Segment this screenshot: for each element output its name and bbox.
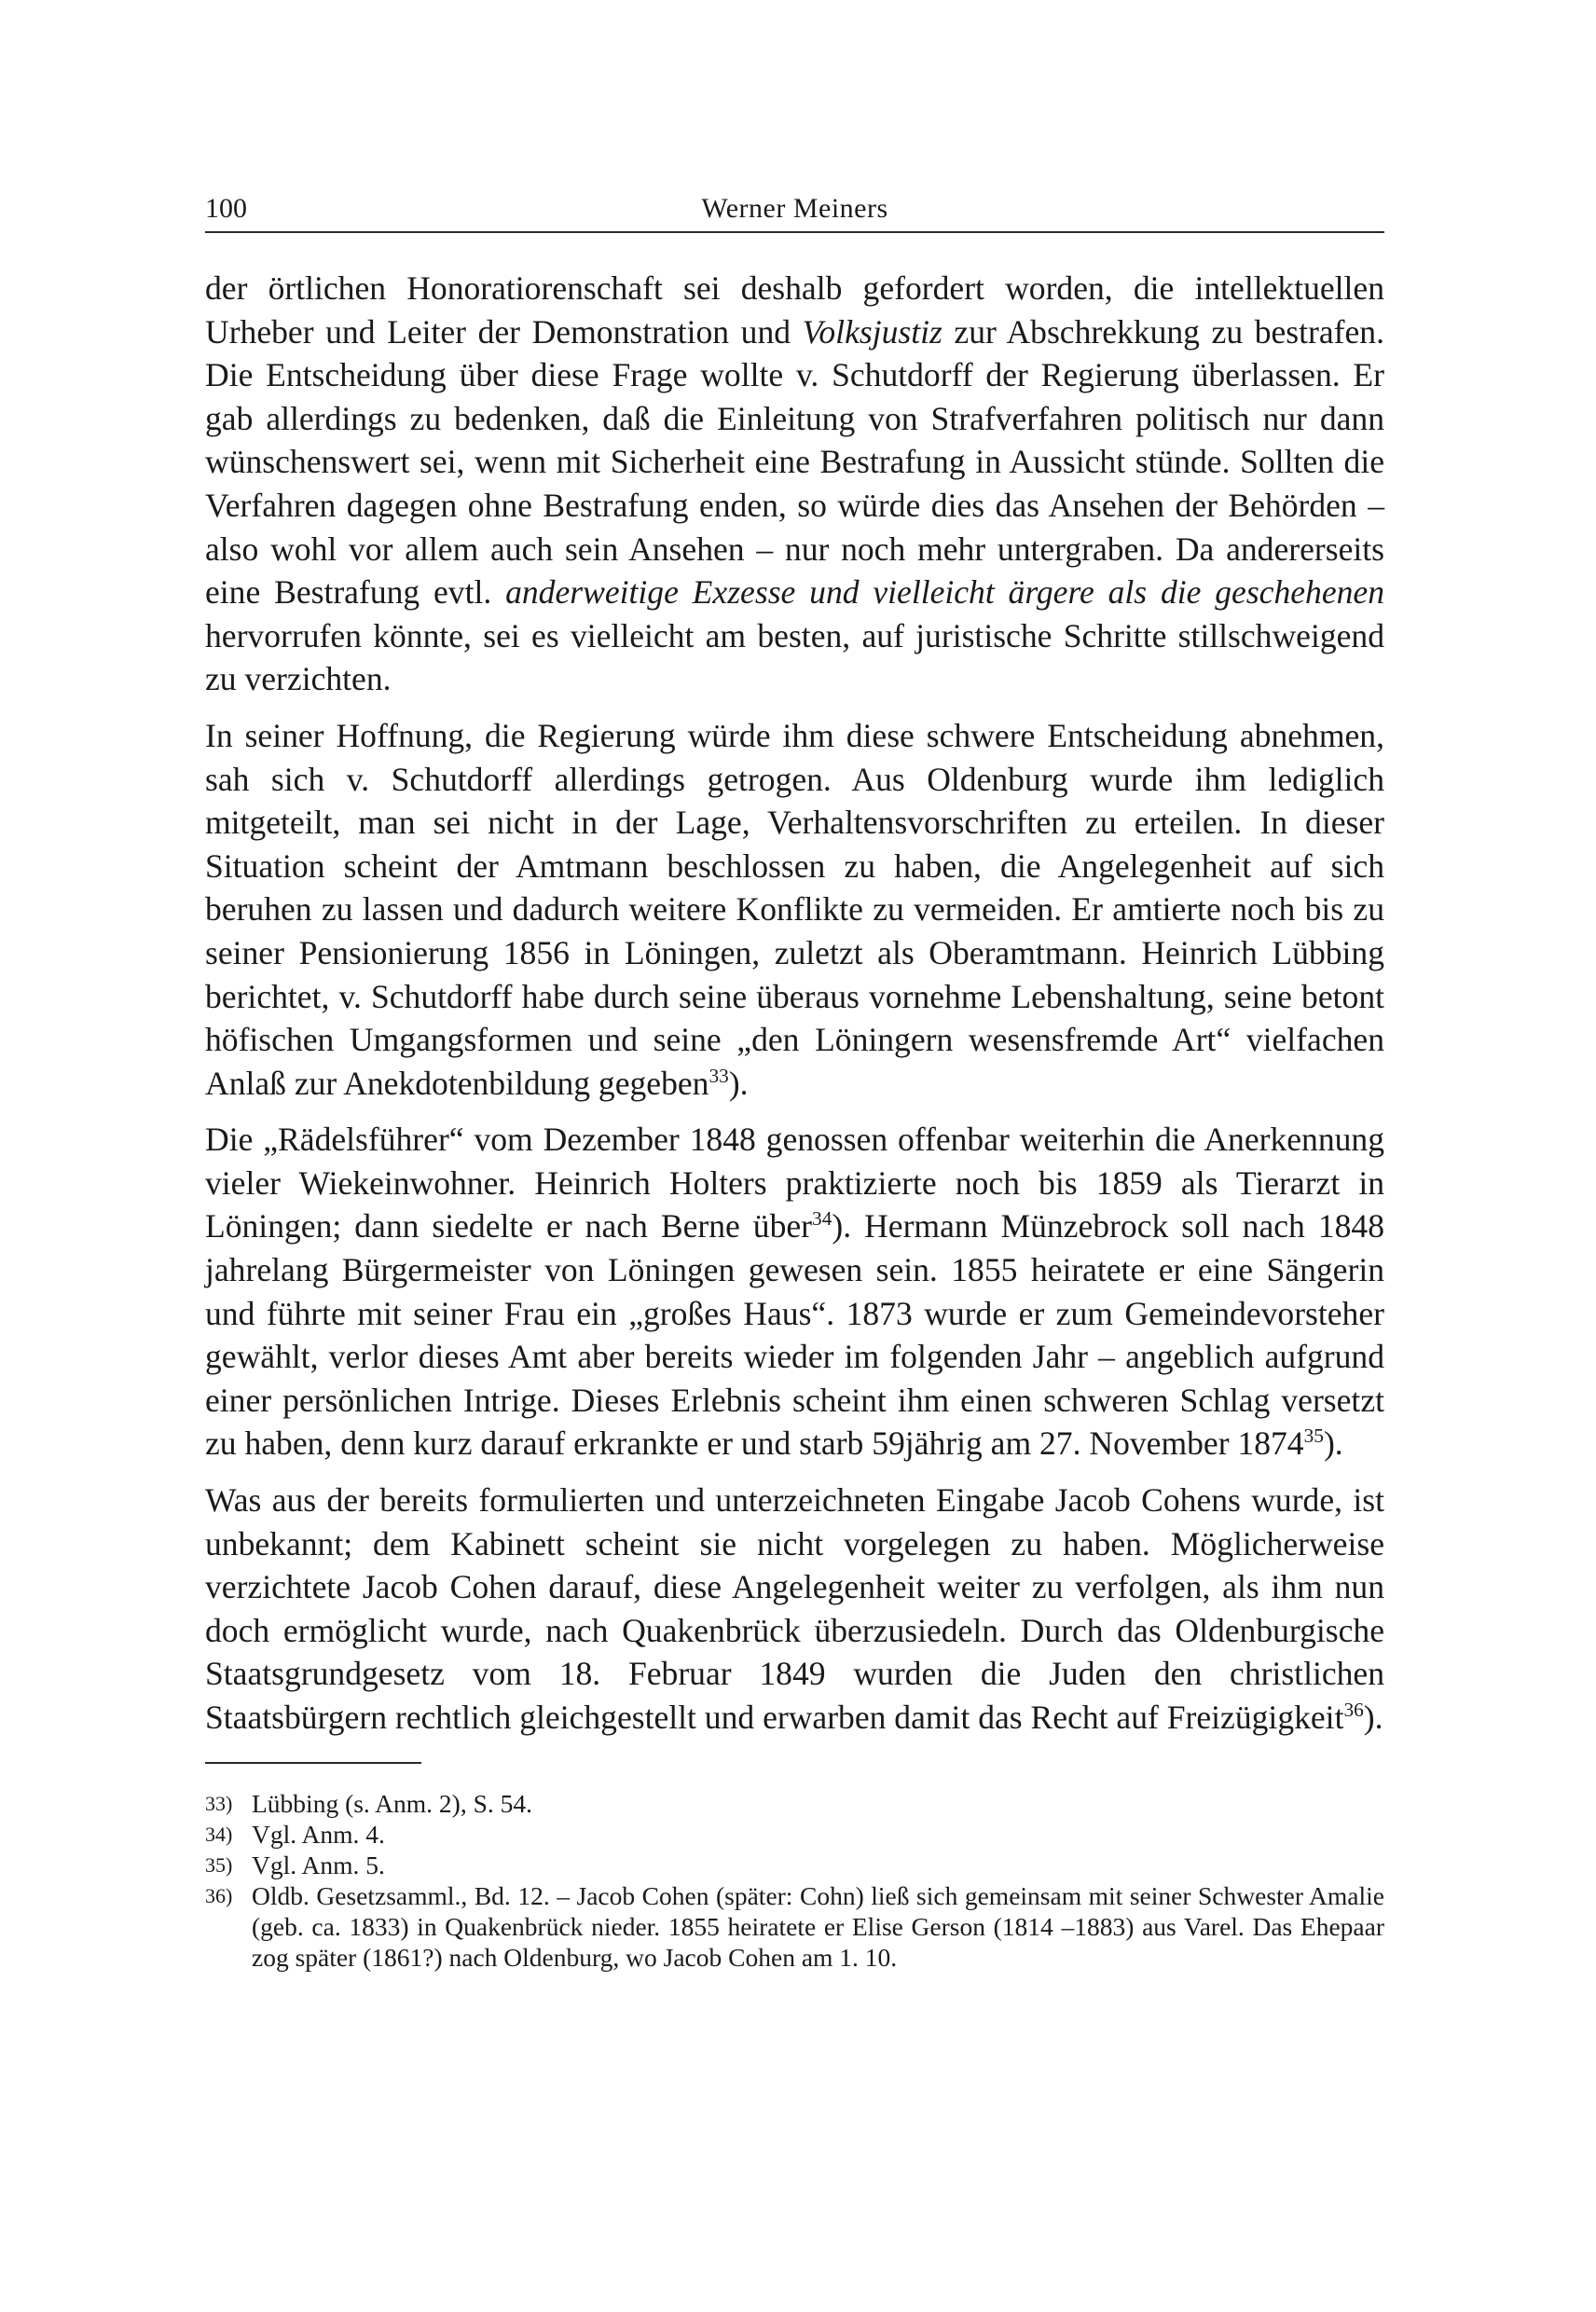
footnote-text: Oldb. Gesetzsamml., Bd. 12. – Jacob Cohen (später: Cohn) ließ sich gemeinsam mit seiner Schwester Amalie (geb. ca. 1833) in Quakenbrück nieder. 1855 heiratete er Elise Gerson (1814 –1883) aus Varel. Das Ehepaar zog später (1861?) nach Oldenburg, wo Jacob Cohen am 1. 10. bbox=[252, 1880, 1384, 1972]
body-paragraph bbox=[205, 714, 1384, 1105]
text-run: der örtlichen Honoratiorenschaft sei deshalb gefordert worden, die intellektuellen Urheber und Leiter der Demonstration und bbox=[205, 269, 1384, 351]
text-run: ). bbox=[1363, 1699, 1383, 1736]
document-page bbox=[205, 186, 1384, 1973]
text-run: ). bbox=[1323, 1424, 1343, 1463]
footnotes bbox=[205, 1788, 1384, 1973]
text-run: hervorrufen könnte, sei es vielleicht am besten, auf juristische Schritte stillschweigend zu verzichten. bbox=[205, 616, 1384, 698]
body-paragraph bbox=[205, 267, 1384, 701]
footnote bbox=[205, 1788, 1384, 1819]
running-header bbox=[205, 186, 1384, 233]
footnote-text: Vgl. Anm. 4. bbox=[252, 1819, 385, 1849]
body-paragraph bbox=[205, 1479, 1384, 1740]
footnote-text: Lübbing (s. Anm. 2), S. 54. bbox=[252, 1788, 532, 1818]
body-paragraph bbox=[205, 1118, 1384, 1466]
text-run: ). Hermann Münzebrock soll nach 1848 jahrelang Bürgermeister von Löningen gewesen sein. 1855 heiratete er eine Sängerin und führte mit seiner Frau ein „großes Haus“. 1873 wurde er zum Gemeindevorsteher gewählt, verlor dieses Amt aber bereits wieder im folgenden Jahr – angeblich aufgrund einer persönlichen Intrige. Dieses Erlebnis scheint ihm einen schweren Schlag versetzt zu haben, denn kurz darauf erkrankte er und starb 59jährig am 27. November 1874 bbox=[205, 1207, 1384, 1463]
text-run: Die „Rädelsführer“ vom Dezember 1848 genossen offenbar weiterhin die Anerkennung vieler Wiekeinwohner. Heinrich Holters praktizierte noch bis 1859 als Tierarzt in Löningen; dann siedelte er nach Berne über bbox=[205, 1121, 1384, 1245]
body-text bbox=[205, 267, 1384, 1740]
italic-text: Volksjustiz bbox=[802, 312, 942, 351]
footnote-reference: 36 bbox=[1343, 1699, 1364, 1722]
footnote bbox=[205, 1850, 1384, 1880]
footnote-separator bbox=[205, 1762, 421, 1764]
text-run: In seiner Hoffnung, die Regierung würde ihm diese schwere Entscheidung abnehmen, sah sich v. Schutdorff allerdings getrogen. Aus Oldenburg wurde ihm lediglich mitgeteilt, man sei nicht in der Lage, Verhaltensvorschriften zu erteilen. In dieser Situation scheint der Amtmann beschlossen zu haben, die Angelegenheit auf sich beruhen zu lassen und dadurch weitere Konflikte zu vermeiden. Er amtierte noch bis zu seiner Pensionierung 1856 in Löningen, zuletzt als Oberamtmann. Heinrich Lübbing berichtet, v. Schutdorff habe durch seine überaus vornehme Lebenshaltung, seine betont höfischen Umgangsformen und seine „den Löningern wesensfremde Art“ vielfachen Anlaß zur Anekdotenbildung gegeben bbox=[205, 716, 1384, 1102]
italic-text: anderweitige Exzesse und vielleicht ärgere als die geschehenen bbox=[505, 573, 1384, 612]
footnote bbox=[205, 1880, 1384, 1973]
footnote-mark: 36) bbox=[205, 1883, 233, 1907]
page-number: 100 bbox=[205, 193, 247, 224]
footnote-reference: 35 bbox=[1303, 1424, 1324, 1448]
footnote-mark: 34) bbox=[205, 1822, 233, 1846]
footnote-reference: 33 bbox=[709, 1064, 729, 1087]
text-run: ). bbox=[728, 1064, 749, 1102]
footnote-mark: 35) bbox=[205, 1852, 233, 1877]
text-run: Was aus der bereits formulierten und unterzeichneten Eingabe Jacob Cohens wurde, ist unbekannt; dem Kabinett scheint sie nicht vorgelegen zu haben. Möglicherweise verzichtete Jacob Cohen darauf, diese Angelegenheit weiter zu verfolgen, als ihm nun doch ermöglicht wurde, nach Quakenbrück überzusiedeln. Durch das Oldenburgische Staatsgrundgesetz vom 18. Februar 1849 wurden die Juden den christlichen Staatsbürgern rechtlich gleichgestellt und erwarben damit das Recht auf Freizügigkeit bbox=[205, 1481, 1384, 1736]
footnote-mark: 33) bbox=[205, 1791, 233, 1815]
footnote bbox=[205, 1819, 1384, 1850]
text-run: zur Abschrekkung zu bestrafen. Die Entscheidung über diese Frage wollte v. Schutdorff der Regierung überlassen. Er gab allerdings zu bedenken, daß die Einleitung von Strafverfahren politisch nur dann wünschenswert sei, wenn mit Sicherheit eine Bestrafung in Aussicht stünde. Sollten die Verfahren dagegen ohne Bestrafung enden, so würde dies das Ansehen der Behörden – also wohl vor allem auch sein Ansehen – nur noch mehr untergraben. Da andererseits eine Bestrafung evtl. bbox=[205, 312, 1384, 612]
footnote-text: Vgl. Anm. 5. bbox=[252, 1850, 385, 1879]
running-header-author: Werner Meiners bbox=[701, 193, 888, 224]
footnote-reference: 34 bbox=[812, 1207, 832, 1231]
